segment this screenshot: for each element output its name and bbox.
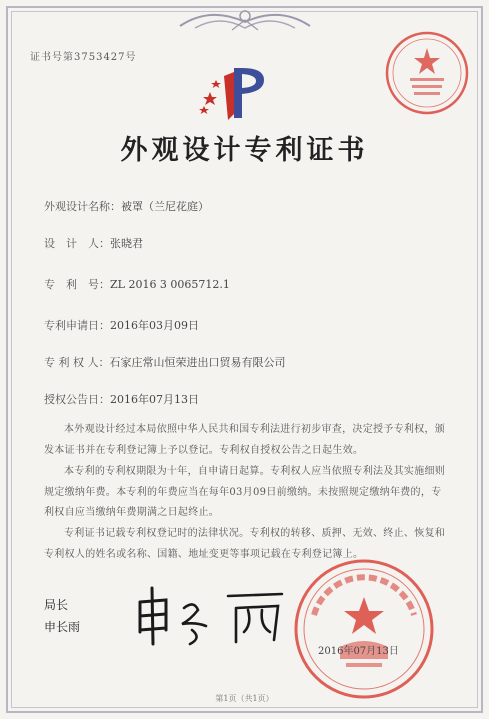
body-paragraph: 专利证书记载专利权登记时的法律状况。专利权的转移、质押、无效、终止、恢复和专利权人的姓名或名称、国籍、地址变更等事项记载在专利登记簿上。 xyxy=(44,528,446,560)
signatory-title: 局长 xyxy=(44,598,69,612)
field-value: 张晓君 xyxy=(110,237,143,250)
page-number: 第1页（共1页） xyxy=(215,694,274,703)
field-designer xyxy=(44,235,143,251)
body-paragraph: 本外观设计经过本局依照中华人民共和国专利法进行初步审查，决定授予专利权，颁发本证书并在专利登记簿上予以登记。专利权自授权公告之日起生效。 xyxy=(44,424,446,456)
field-design-name xyxy=(44,198,209,214)
field-label: 设 计 人： xyxy=(44,237,110,250)
field-label: 专 利 权 人： xyxy=(44,356,110,369)
signatory-name: 申长雨 xyxy=(44,620,81,634)
seal-date: 2016年07月13日 xyxy=(318,646,399,657)
field-label: 外观设计名称： xyxy=(44,200,121,213)
field-value: 2016年03月09日 xyxy=(110,319,199,332)
field-label: 专 利 号： xyxy=(44,278,110,291)
field-patentee xyxy=(44,354,286,370)
field-value: 石家庄常山恒荣进出口贸易有限公司 xyxy=(109,356,286,369)
field-value: 被罩（兰尼花庭） xyxy=(121,200,209,213)
top-ornament-icon xyxy=(170,4,320,34)
field-value: 2016年07月13日 xyxy=(110,393,199,406)
field-grant-date xyxy=(44,391,199,407)
handwritten-signature-icon xyxy=(132,580,292,650)
field-label: 授权公告日： xyxy=(44,393,110,406)
patent-office-logo-icon xyxy=(198,62,278,122)
field-value: ZL 2016 3 0065712.1 xyxy=(110,278,230,291)
field-label: 专利申请日： xyxy=(44,319,110,332)
field-patent-number xyxy=(44,276,230,292)
top-red-seal-icon xyxy=(382,28,472,118)
field-application-date xyxy=(44,317,199,333)
certificate-number: 证书号第3753427号 xyxy=(30,52,137,63)
certificate-title: 外观设计专利证书 xyxy=(120,135,369,166)
body-paragraph: 本专利的专利权期限为十年，自申请日起算。专利权人应当依照专利法及其实施细则规定缴纳年费。本专利的年费应当在每年03月09日前缴纳。未按照规定缴纳年费的，专利权自应当缴纳年费期满之日起终止。 xyxy=(44,466,446,518)
national-ip-office-seal-icon xyxy=(290,555,438,703)
